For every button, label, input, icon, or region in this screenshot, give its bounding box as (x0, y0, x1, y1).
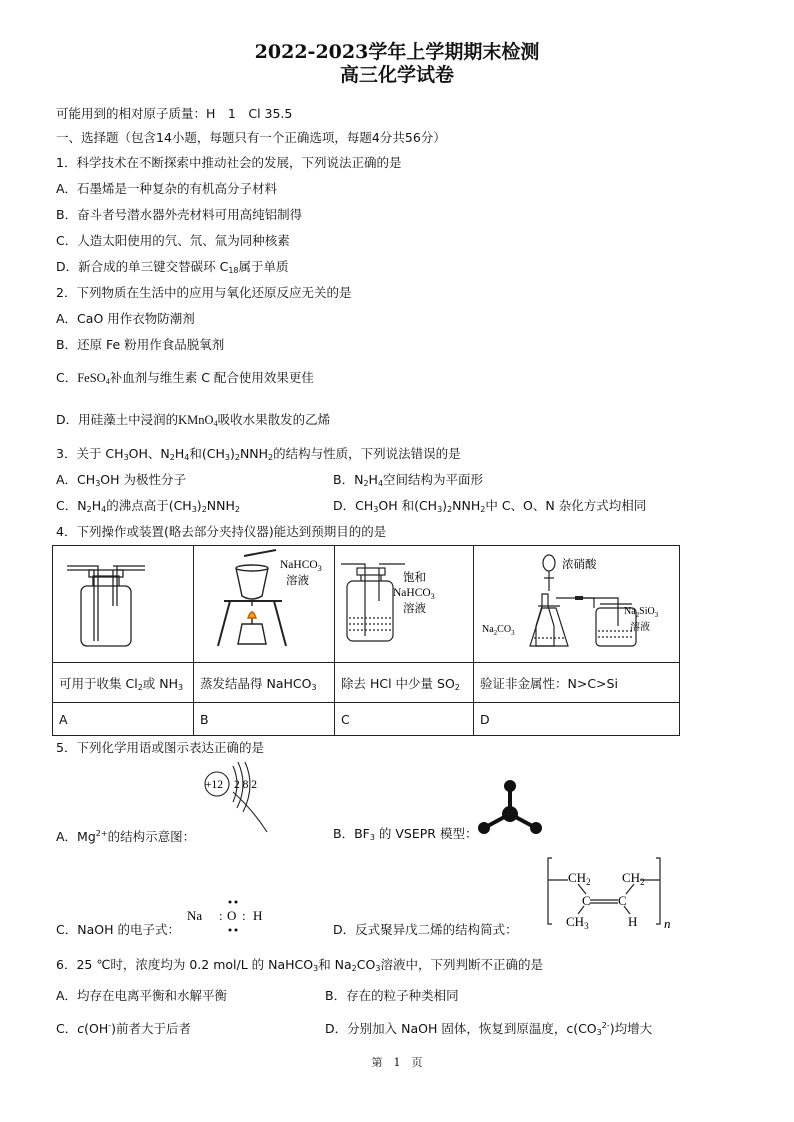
svg-text:溶液: 溶液 (286, 575, 309, 587)
apparatus-d-cell (474, 546, 680, 663)
svg-text:NaHCO3: NaHCO$_3$ (393, 587, 435, 601)
svg-text:O: O (227, 908, 237, 923)
svg-text:NaHCO3: NaHCO$_3$ (280, 559, 322, 573)
label-b: B (194, 703, 335, 736)
svg-text:CH2: $CH_2$ (622, 870, 645, 887)
svg-text:CH3: $CH_3$ (566, 914, 589, 931)
desc-a: 可用于收集 $Cl_2$或 $NH_3$ (53, 663, 194, 703)
desc-b: 蒸发结晶得 NaHCO$_3$ (194, 663, 335, 703)
svg-text:C: C (582, 893, 591, 908)
page-number: 第 1 页 (371, 1056, 423, 1069)
svg-text:Na2SiO3: $Na_2SiO_3$ (624, 606, 659, 619)
svg-text::: : (242, 908, 246, 923)
q5-option-c: C．NaOH 的电子式： (56, 922, 180, 937)
apparatus-a-cell (53, 546, 194, 663)
q6-option-c: C．c(OH-)前者大于后者 (56, 1021, 192, 1036)
apparatus-c-cell (335, 546, 474, 663)
q4-stem: 4．下列操作或装置(略去部分夹持仪器)能达到预期目的的是 (56, 524, 387, 539)
q1-option-d: D．新合成的单三键交替碳环 $C_{18}$属于单质 (56, 259, 289, 275)
q5-option-a: A．$Mg^{2+}$的结构示意图： (56, 829, 196, 844)
q6-option-b: B．存在的粒子种类相同 (325, 988, 459, 1003)
q2-option-a: A．CaO 用作衣物防潮剂 (56, 311, 195, 326)
svg-text:Na: Na (187, 908, 203, 923)
q1-option-a: A．石墨烯是一种复杂的有机高分子材料 (56, 181, 278, 196)
q6-option-d: D．分别加入 NaOH 固体，恢复到原温度，$c(CO_3^{2-})$均增大 (325, 1021, 653, 1037)
q2-stem: 2．下列物质在生活中的应用与氧化还原反应无关的是 (56, 285, 352, 300)
label-a: A (53, 703, 194, 736)
q3-option-d: D．$CH_3OH$ 和$(CH_3)_2NNH_2$中 C、O、N 杂化方式均相同 (333, 498, 647, 514)
q1-option-c: C．人造太阳使用的氕、氘、氚为同种核素 (56, 233, 290, 248)
q3-option-b: B．$N_2H_4$空间结构为平面形 (333, 472, 484, 488)
q3-option-c: C．$N_2H_4$的沸点高于$(CH_3)_2NNH_2$ (56, 498, 240, 514)
q5-stem: 5．下列化学用语或图示表达正确的是 (56, 740, 264, 755)
apparatus-b-cell (194, 546, 335, 663)
section-heading: 一、选择题（包含14小题，每题只有一个正确选项，每题4分共56分） (56, 130, 446, 145)
exam-subtitle: 高三化学试卷 (339, 64, 454, 86)
q5-option-d: D．反式聚异戊二烯的结构简式： (333, 922, 518, 937)
exam-title: 2022-2023学年上学期期末检测 (254, 41, 540, 63)
svg-text:饱和: 饱和 (403, 572, 426, 584)
svg-text:H: H (253, 908, 263, 923)
svg-text:CH2: $CH_2$ (568, 870, 591, 887)
svg-text:溶液: 溶液 (630, 622, 650, 633)
wash-bottle-solution-figure (335, 546, 473, 659)
q4-apparatus-table (52, 545, 680, 736)
q6-stem: 6．25 ℃时，浓度均为 0.2 mol/L 的 NaHCO$_3$和 $Na_2CO_3$溶液中，下列判断不正确的是 (56, 957, 543, 973)
gas-wash-bottle-figure (53, 546, 193, 659)
q6-option-a: A．均存在电离平衡和水解平衡 (56, 988, 228, 1003)
svg-text:溶液: 溶液 (403, 603, 426, 615)
svg-text:n: n (664, 916, 671, 931)
svg-text:2 8 2: 2 8 2 (234, 779, 257, 791)
q2-option-d: D．用硅藻土中浸润的KMnO$_4$吸收水果散发的乙烯 (56, 412, 331, 428)
q1-option-b: B．奋斗者号潜水器外壳材料可用高纯铝制得 (56, 207, 303, 222)
q5-option-b: B．$BF_3$ 的 VSEPR 模型： (333, 826, 478, 842)
mg-ion-structure-diagram (195, 762, 275, 837)
desc-c: 除去 HCl 中少量 $SO_2$ (335, 663, 474, 703)
svg-text:C: C (618, 893, 627, 908)
evaporation-dish-figure (194, 546, 334, 659)
naoh-electron-formula (183, 898, 283, 938)
q3-option-a: A．$CH_3OH$ 为极性分子 (56, 472, 186, 488)
desc-d: 验证非金属性：N>C>Si (474, 663, 680, 703)
q2-option-c: C．FeSO$_4$补血剂与维生素 C 配合使用效果更佳 (56, 370, 314, 386)
acidity-comparison-figure (474, 546, 679, 659)
q3-stem: 3．关于 $CH_3OH$、$N_2H_4$和$(CH_3)_2NNH_2$的结构与性质，下列说法错误的是 (56, 446, 461, 462)
svg-text:H: H (628, 914, 638, 929)
svg-text:浓硝酸: 浓硝酸 (562, 559, 597, 571)
q2-option-b: B．还原 Fe 粉用作食品脱氧剂 (56, 337, 225, 352)
svg-text:+12: +12 (205, 779, 223, 791)
bf3-vsepr-model (474, 778, 546, 840)
label-d: D (474, 703, 680, 736)
label-c: C (335, 703, 474, 736)
atomic-mass-line: 可能用到的相对原子质量：H 1 Cl 35.5 (56, 106, 293, 121)
trans-polyisoprene-structure (538, 852, 688, 937)
svg-text::: : (219, 908, 223, 923)
svg-text:Na2CO3: $Na_2CO_3$ (482, 624, 515, 637)
q1-stem: 1．科学技术在不断探索中推动社会的发展，下列说法正确的是 (56, 155, 402, 170)
